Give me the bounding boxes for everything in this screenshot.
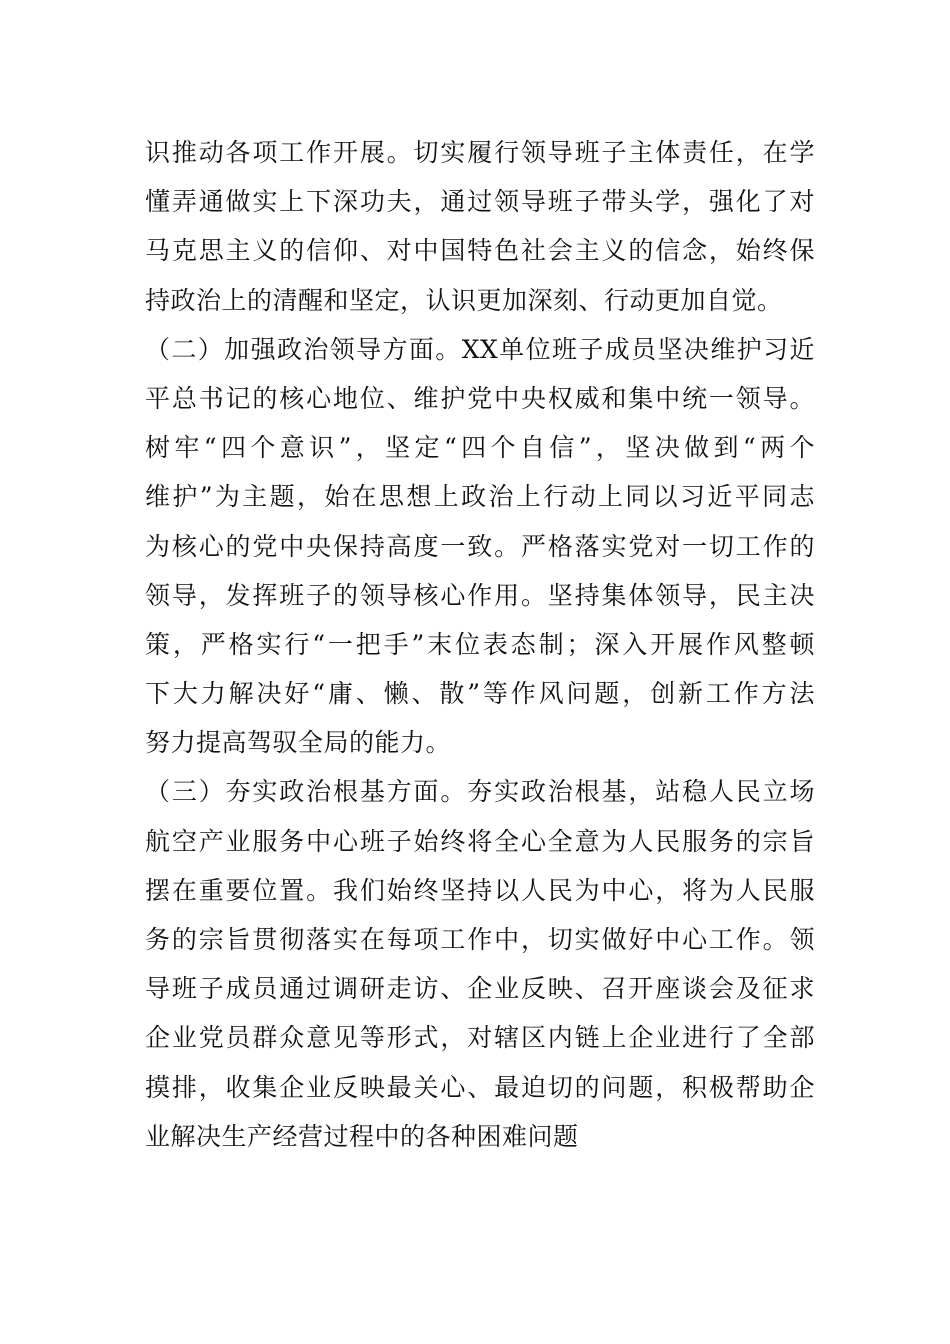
text-line: 下大力解决好“庸、懒、散”等作风问题，创新工作方法 (145, 679, 815, 709)
section-heading-line: （二）加强政治领导方面。XX单位班子成员坚决维护习近 (145, 334, 815, 364)
text-line: 树牢“四个意识”，坚定“四个自信”，坚决做到“两个 (145, 433, 815, 463)
text-line: 维护”为主题，始在思想上政治上行动上同以习近平同志 (145, 482, 815, 512)
text-line: 持政治上的清醒和坚定，认识更加深刻、行动更加自觉。 (145, 285, 783, 315)
text-line: 懂弄通做实上下深功夫，通过领导班子带头学，强化了对 (145, 187, 815, 217)
text-line: 业解决生产经营过程中的各种困难问题 (145, 1121, 579, 1151)
text-line: 摆在重要位置。我们始终坚持以人民为中心，将为人民服 (145, 875, 815, 905)
text-line: 务的宗旨贯彻落实在每项工作中，切实做好中心工作。领 (145, 925, 815, 954)
text-line: 为核心的党中央保持高度一致。严格落实党对一切工作的 (145, 531, 815, 561)
text-line: 企业党员群众意见等形式，对辖区内链上企业进行了全部 (145, 1023, 815, 1053)
text-line: 策，严格实行“一把手”末位表态制；深入开展作风整顿 (145, 629, 815, 659)
text-line: 摸排，收集企业反映最关心、最迫切的问题，积极帮助企 (145, 1072, 815, 1102)
text-line: 领导，发挥班子的领导核心作用。坚持集体领导，民主决 (145, 580, 815, 610)
text-line: 平总书记的核心地位、维护党中央权威和集中统一领导。 (145, 383, 815, 413)
text-line: 马克思主义的信仰、对中国特色社会主义的信念，始终保 (145, 236, 815, 266)
text-line: 导班子成员通过调研走访、企业反映、召开座谈会及征求 (145, 974, 815, 1004)
section-heading-line: （三）夯实政治根基方面。夯实政治根基，站稳人民立场 (145, 777, 815, 807)
text-line: 识推动各项工作开展。切实履行领导班子主体责任，在学 (145, 138, 815, 167)
text-line: 努力提高驾驭全局的能力。 (145, 728, 452, 758)
text-line: 航空产业服务中心班子始终将全心全意为人民服务的宗旨 (145, 826, 815, 856)
document-body (145, 128, 815, 1161)
